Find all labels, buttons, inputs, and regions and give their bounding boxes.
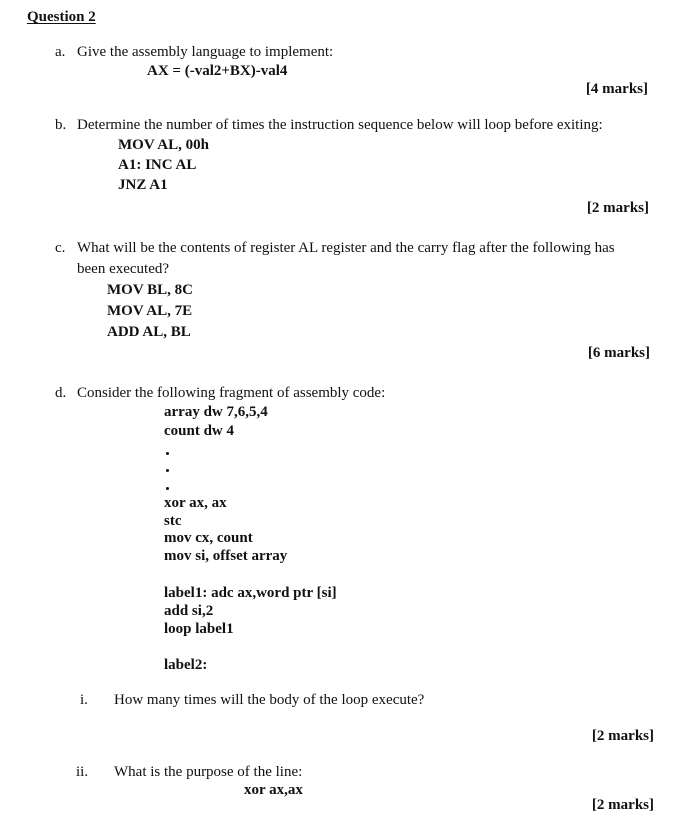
part-d-code-end: label2: [164, 657, 208, 673]
part-c-text-line1: What will be the contents of register AL register and the carry flag after the following has [77, 240, 615, 256]
part-b-text: Determine the number of times the instruction sequence below will loop before exiting: [77, 117, 603, 133]
part-a-marks: [4 marks] [585, 81, 648, 97]
sub-ii-marks: [2 marks] [591, 797, 654, 813]
question-title: Question 2 [27, 9, 96, 25]
part-c-text-line2: been executed? [77, 261, 170, 277]
part-c-code-line: MOV AL, 7E [107, 303, 193, 319]
sub-i-numeral: i. [80, 692, 88, 708]
ellipsis-dot [166, 469, 169, 472]
part-a-text: Give the assembly language to implement: [77, 44, 334, 60]
part-d-text: Consider the following fragment of assembly code: [77, 385, 386, 401]
part-d-letter: d. [55, 385, 67, 401]
part-c-code-line: ADD AL, BL [107, 324, 191, 340]
ellipsis-dot [166, 487, 169, 490]
sub-ii-text: What is the purpose of the line: [114, 764, 303, 780]
part-b-code-line: A1: INC AL [118, 157, 197, 173]
part-d-code-line: loop label1 [164, 621, 234, 637]
part-b-letter: b. [55, 117, 67, 133]
sub-ii-numeral: ii. [76, 764, 89, 780]
part-c-code-line: MOV BL, 8C [107, 282, 193, 298]
part-a-letter: a. [55, 44, 66, 60]
part-d-code-line: array dw 7,6,5,4 [164, 404, 268, 420]
part-b-code-line: MOV AL, 00h [118, 137, 209, 153]
sub-i-marks: [2 marks] [591, 728, 654, 744]
part-c-letter: c. [55, 240, 66, 256]
sub-ii-code: xor ax,ax [244, 782, 303, 798]
part-b-marks: [2 marks] [586, 200, 649, 216]
part-d-code-line: label1: adc ax,word ptr [si] [164, 585, 337, 601]
part-d-code-line: stc [164, 513, 182, 529]
part-d-code-line: add si,2 [164, 603, 214, 619]
part-d-code-line: count dw 4 [164, 423, 235, 439]
ellipsis-dot [166, 452, 169, 455]
part-d-code-line: mov cx, count [164, 530, 253, 546]
part-d-code-line: xor ax, ax [164, 495, 227, 511]
part-b-code-line: JNZ A1 [118, 177, 168, 193]
part-a-expression: AX = (-val2+BX)-val4 [147, 63, 288, 79]
part-d-code-line: mov si, offset array [164, 548, 288, 564]
part-c-marks: [6 marks] [587, 345, 650, 361]
sub-i-text: How many times will the body of the loop execute? [114, 692, 425, 708]
